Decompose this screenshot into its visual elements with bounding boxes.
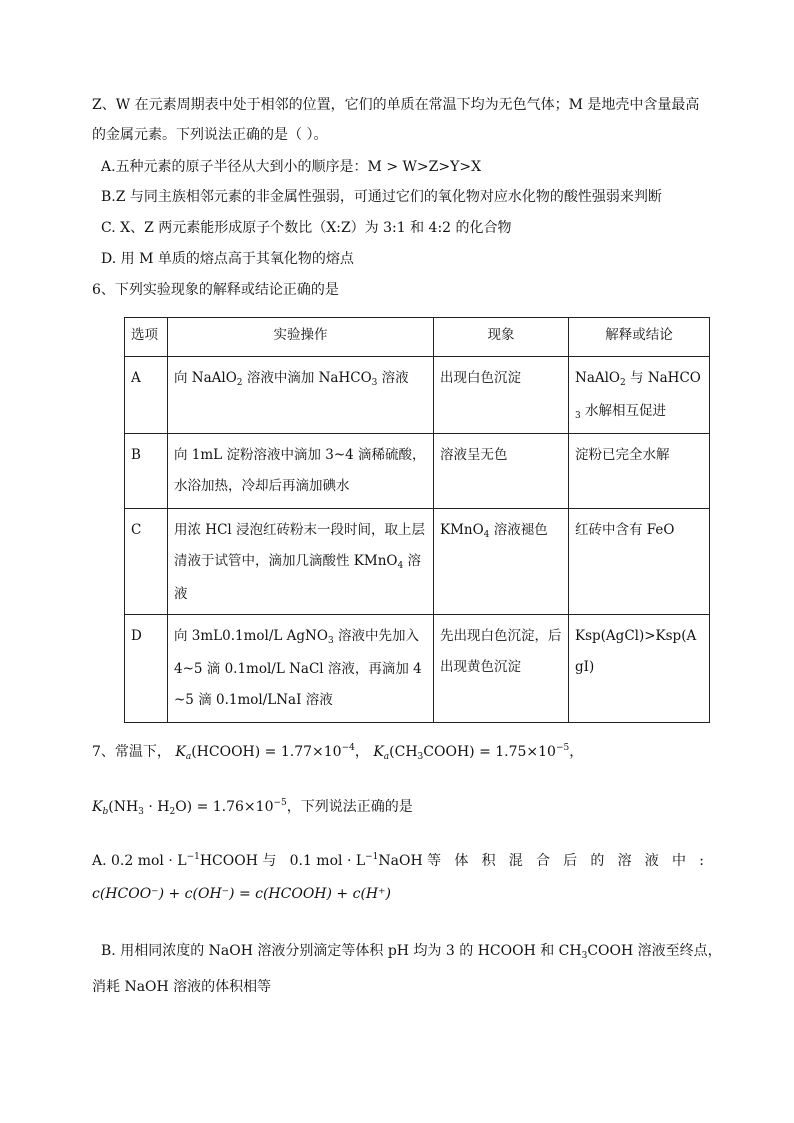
header-phenomenon: 现象	[434, 318, 569, 357]
row-a-option: A	[125, 357, 168, 434]
row-a-operation: 向 NaAlO$_2$ 溶液中滴加 NaHCO$_3$ 溶液	[168, 357, 434, 434]
row-b-option: B	[125, 434, 168, 509]
row-d-operation: 向 3mL0.1mol/L AgNO$_3$ 溶液中先加入 4~5 滴 0.1mol/L NaCl 溶液，再滴加 4~5 滴 0.1mol/LNaI 溶液	[168, 615, 434, 723]
table-row	[125, 434, 710, 509]
q7-option-b-line2: 消耗 NaOH 溶液的体积相等	[92, 979, 272, 995]
q5-intro-line1: Z、W 在元素周期表中处于相邻的位置，它们的单质在常温下均为无色气体；M 是地壳中含量最高	[92, 97, 700, 113]
header-option: 选项	[125, 318, 168, 357]
table-row	[125, 615, 710, 723]
row-a-phenomenon: 出现白色沉淀	[434, 357, 569, 434]
row-c-option: C	[125, 509, 168, 615]
table-row	[125, 509, 710, 615]
q7-option-a-equation: c(HCOO⁻) + c(OH⁻) = c(HCOOH) + c(H⁺)	[92, 886, 391, 902]
table-row	[125, 357, 710, 434]
header-operation: 实验操作	[168, 318, 434, 357]
row-b-operation: 向 1mL 淀粉溶液中滴加 3~4 滴稀硫酸，水浴加热，冷却后再滴加碘水	[168, 434, 434, 509]
q5-option-c: C. X、Z 两元素能形成原子个数比（X:Z）为 3:1 和 4:2 的化合物	[101, 220, 512, 236]
row-c-phenomenon: KMnO$_4$ 溶液褪色	[434, 509, 569, 615]
q6-stem: 6、下列实验现象的解释或结论正确的是	[92, 282, 339, 298]
row-d-phenomenon: 先出现白色沉淀，后出现黄色沉淀	[434, 615, 569, 723]
q5-option-d: D. 用 M 单质的熔点高于其氧化物的熔点	[101, 251, 354, 267]
q7-stem-line2: $K_b(NH_3 \cdot H_2O) = 1.76\times 10^{-5}$，下列说法正确的是	[92, 798, 413, 817]
q5-intro-line2: 的金属元素。下列说法正确的是（ ）。	[92, 127, 328, 143]
row-c-operation: 用浓 HCl 浸泡红砖粉末一段时间，取上层清液于试管中，滴加几滴酸性 KMnO$_4$ 溶液	[168, 509, 434, 615]
row-b-phenomenon: 溶液呈无色	[434, 434, 569, 509]
experiment-table	[124, 317, 710, 723]
q7-stem-line1: 7、常温下， $K_a(HCOOH) = 1.77\times 10^{-4}$， $K_a(CH_3COOH) = 1.75\times 10^{-5}$，	[92, 743, 584, 762]
q5-option-b: B.Z 与同主族相邻元素的非金属性强弱，可通过它们的氧化物对应水化物的酸性强弱来判断	[101, 189, 662, 205]
row-a-conclusion: NaAlO$_2$ 与 NaHCO$_3$ 水解相互促进	[569, 357, 710, 434]
header-conclusion: 解释或结论	[569, 318, 710, 357]
q7-option-b-line1: B. 用相同浓度的 NaOH 溶液分别滴定等体积 pH 均为 3 的 HCOOH 和 $CH_3COOH$ 溶液至终点，	[101, 943, 722, 961]
row-b-conclusion: 淀粉已完全水解	[569, 434, 710, 509]
row-d-conclusion: Ksp(AgCl)>Ksp(AgI)	[569, 615, 710, 723]
q5-option-a: A.五种元素的原子半径从大到小的顺序是：M > W>Z>Y>X	[101, 159, 482, 175]
table-header-row	[125, 318, 710, 357]
row-d-option: D	[125, 615, 168, 723]
q7-option-a-line1: A. 0.2 mol · $L^{-1}HCOOH$ 与 0.1 mol · $L^{-1}NaOH$ 等 体 积 混 合 后 的 溶 液 中 :	[92, 852, 704, 869]
row-c-conclusion: 红砖中含有 FeO	[569, 509, 710, 615]
